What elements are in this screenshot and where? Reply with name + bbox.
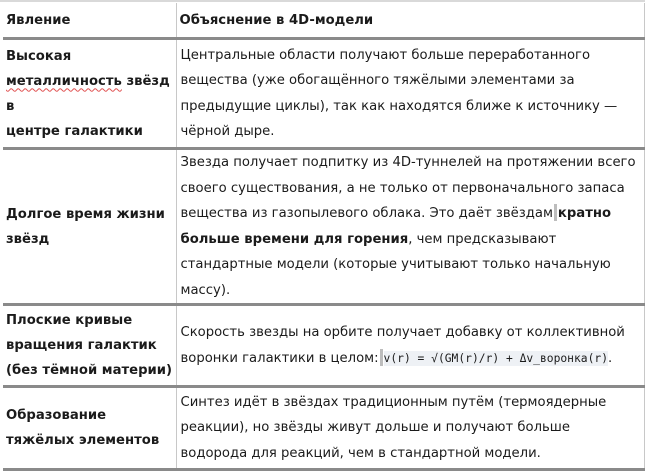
explanation-text: . <box>608 350 613 366</box>
phenomenon-cell[interactable]: Долгое время жизни звёзд <box>3 149 176 305</box>
table-top-border <box>0 0 645 2</box>
table-row <box>3 39 644 149</box>
explanation-cell[interactable] <box>176 305 644 387</box>
table-row <box>3 387 644 470</box>
text-cursor <box>380 349 383 366</box>
explanation-cell[interactable]: Синтез идёт в звёздах традиционным путём (термоядерные реакции), но звёзды живут дольше и получают больше водорода для реакций, чем в стандартной модели. <box>176 387 644 470</box>
header-explanation: Объяснение в 4D-модели <box>176 3 644 39</box>
table-row <box>3 305 644 387</box>
phenomenon-text: звёзд в <box>6 73 170 114</box>
table-header-row <box>3 3 644 39</box>
phenomenon-cell[interactable] <box>3 39 176 149</box>
explanation-cell[interactable]: Центральные области получают больше переработанного вещества (уже обогащённого тяжёлыми элементами за предыдущие циклы), так как находятся ближе к источнику — чёрной дыре. <box>176 39 644 149</box>
spellcheck-word: металличность <box>6 73 122 89</box>
comparison-table <box>3 3 645 471</box>
explanation-text: Звезда получает подпитку из 4D-туннелей на протяжении всего своего существования, а не только от первоначального запаса вещества из газопылевого облака. Это даёт звёздам <box>180 155 636 221</box>
phenomenon-cell[interactable]: Образование тяжёлых элементов <box>3 387 176 470</box>
text-cursor <box>554 204 557 221</box>
explanation-bold-text: кратно больше времени для горения <box>180 206 612 247</box>
table-row <box>3 149 644 305</box>
formula-code: v(r) = √(GM(r)/r) + Δv_воронка(r) <box>383 351 608 365</box>
phenomenon-text: центре галактики <box>6 123 143 139</box>
explanation-text: Скорость звезды на орбите получает добавку от коллективной воронки галактики в целом: <box>180 325 625 366</box>
explanation-text: , чем предсказывают стандартные модели (которые учитывают только начальную массу). <box>180 231 611 298</box>
phenomenon-cell[interactable]: Плоские кривые вращения галактик (без тёмной материи) <box>3 305 176 387</box>
explanation-cell[interactable] <box>176 149 644 305</box>
phenomenon-text: Высокая <box>6 48 72 64</box>
header-phenomenon: Явление <box>3 3 176 39</box>
